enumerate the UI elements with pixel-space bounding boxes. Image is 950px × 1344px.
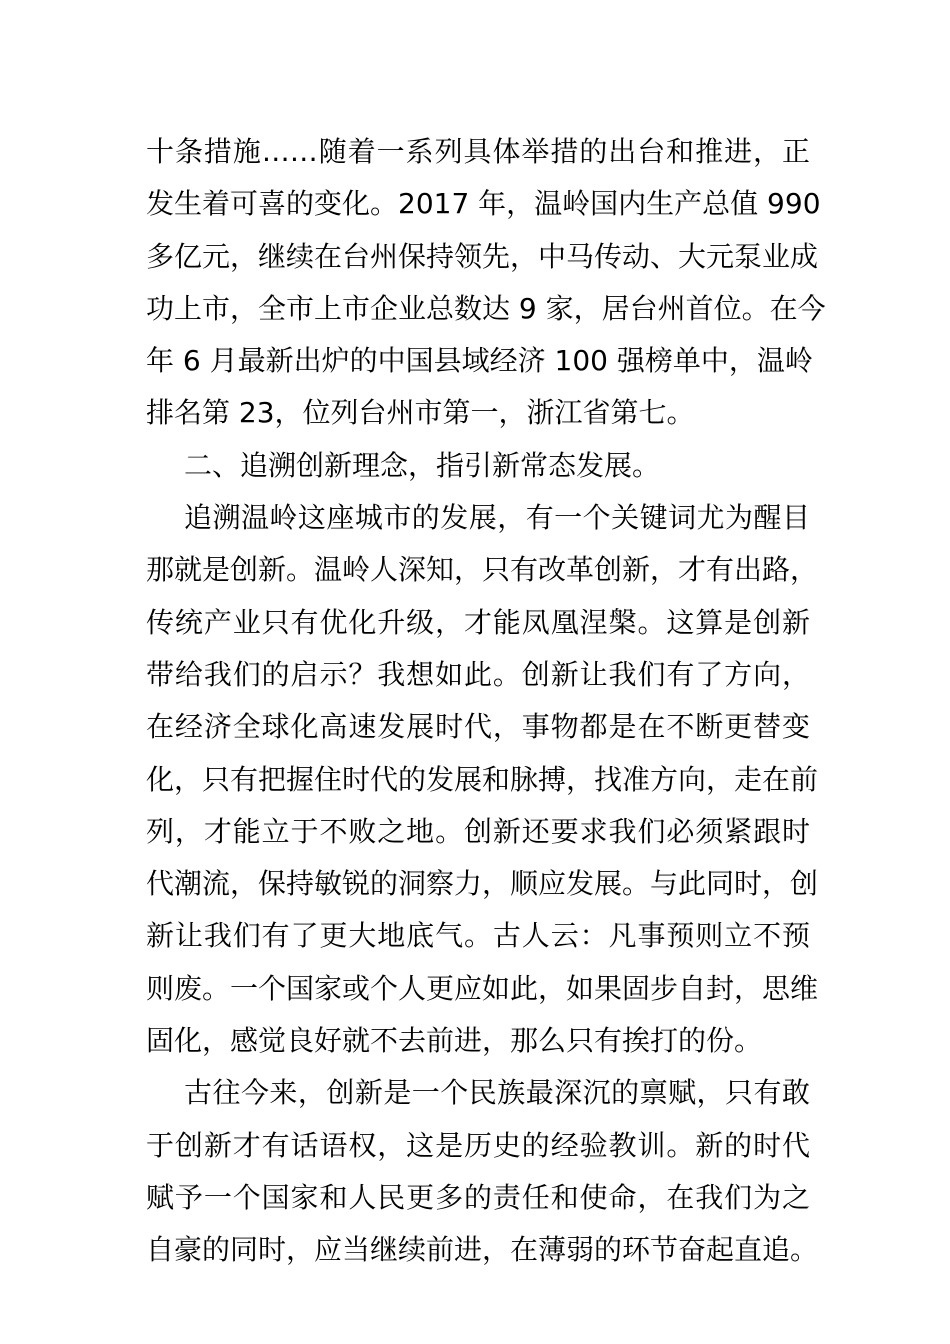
text-line: 于创新才有话语权，这是历史的经验教训。新的时代 bbox=[146, 1128, 810, 1162]
text-line: 排名第 23，位列台州市第一，浙江省第七。 bbox=[146, 396, 695, 430]
text-line: 固化，感觉良好就不去前进，那么只有挨打的份。 bbox=[146, 1024, 763, 1058]
text-line: 新让我们有了更大地底气。古人云：凡事预则立不预 bbox=[146, 919, 810, 953]
text-line: 带给我们的启示？我想如此。创新让我们有了方向， bbox=[146, 657, 810, 691]
text-line: 在经济全球化高速发展时代，事物都是在不断更替变 bbox=[146, 710, 810, 744]
text-line: 赋予一个国家和人民更多的责任和使命，在我们为之 bbox=[146, 1180, 810, 1214]
text-line: 代潮流，保持敏锐的洞察力，顺应发展。与此同时，创 bbox=[146, 867, 819, 901]
text-line: 多亿元，继续在台州保持领先，中马传动、大元泵业成 bbox=[146, 239, 819, 273]
text-line: 古往今来，创新是一个民族最深沉的禀赋，只有敢 bbox=[184, 1076, 810, 1110]
text-line: 功上市，全市上市企业总数达 9 家，居台州首位。在今 bbox=[146, 291, 826, 325]
text-line: 那就是创新。温岭人深知，只有改革创新，才有出路， bbox=[146, 553, 819, 587]
text-line: 自豪的同时，应当继续前进，在薄弱的环节奋起直追。 bbox=[146, 1233, 819, 1267]
text-line: 年 6 月最新出炉的中国县域经济 100 强榜单中，温岭 bbox=[146, 344, 813, 378]
text-line: 化，只有把握住时代的发展和脉搏，找准方向，走在前 bbox=[146, 762, 819, 796]
section-heading: 二、追溯创新理念，指引新常态发展。 bbox=[184, 448, 661, 482]
text-line: 追溯温岭这座城市的发展，有一个关键词尤为醒目 bbox=[184, 501, 810, 535]
text-line: 十条措施……随着一系列具体举措的出台和推进，正 bbox=[146, 135, 810, 168]
body-text bbox=[146, 126, 826, 1277]
text-line: 列，才能立于不败之地。创新还要求我们必须紧跟时 bbox=[146, 814, 810, 848]
text-line: 则废。一个国家或个人更应如此，如果固步自封，思维 bbox=[146, 971, 819, 1005]
text-line: 发生着可喜的变化。2017 年，温岭国内生产总值 990 bbox=[146, 187, 821, 221]
text-line: 传统产业只有优化升级，才能凤凰涅槃。这算是创新 bbox=[146, 605, 810, 639]
